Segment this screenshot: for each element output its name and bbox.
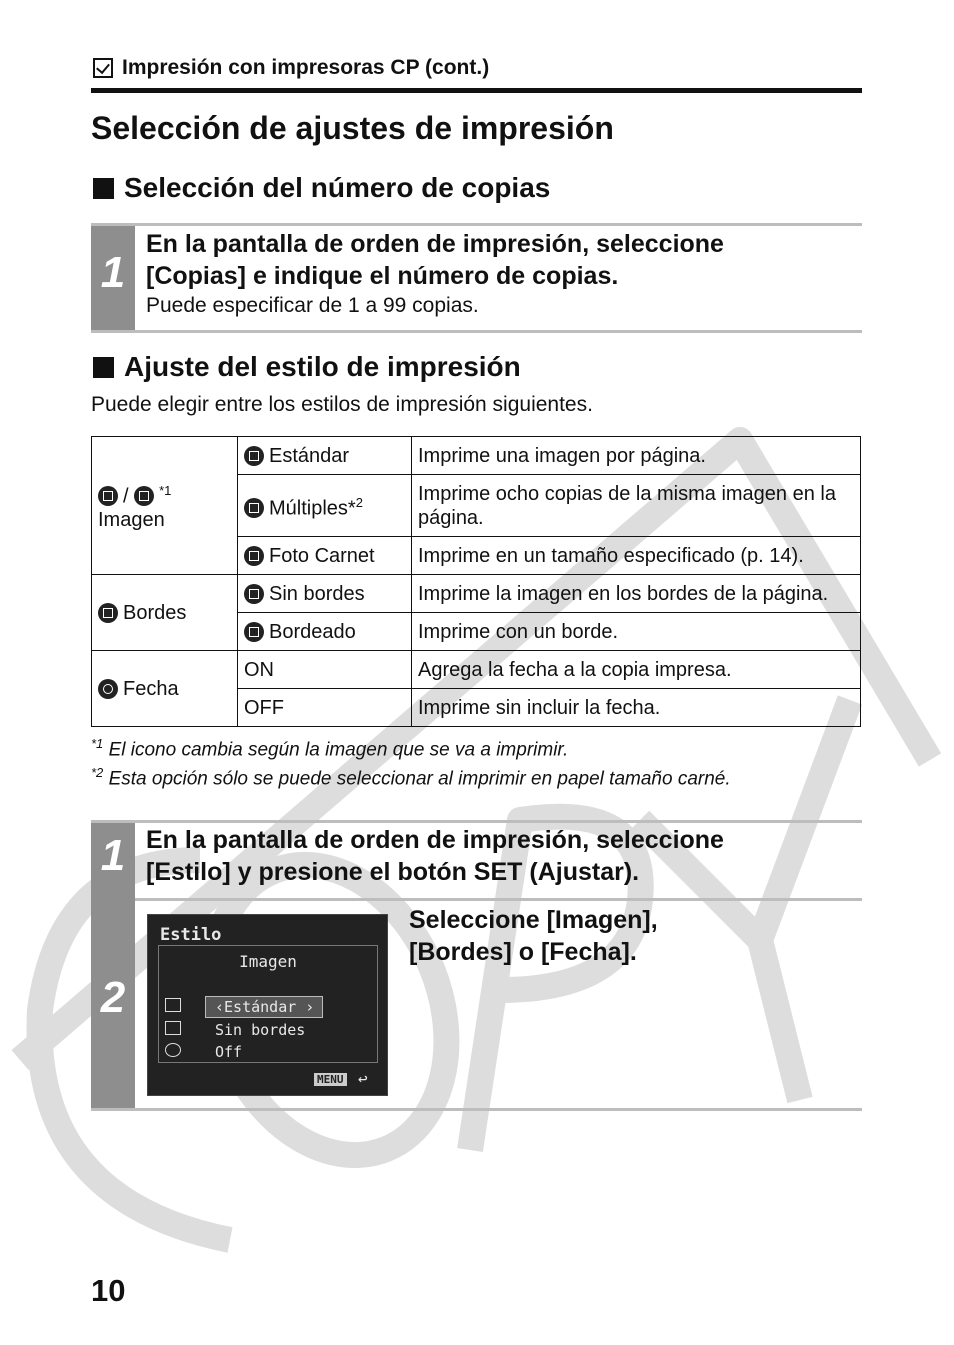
id-photo-icon: [244, 546, 264, 566]
standard-icon: [244, 446, 264, 466]
print-checkmark-icon: [93, 58, 113, 78]
lcd-row-bordes: Sin bordes: [215, 1021, 306, 1039]
option-desc: Imprime la imagen en los bordes de la página.: [412, 575, 861, 613]
camera-lcd-screen: [147, 914, 388, 1096]
fecha-label: Fecha: [123, 677, 179, 700]
step-number: 1: [100, 831, 126, 880]
option-name: Múltiples*: [269, 497, 356, 520]
copies-step-line2: [Copias] e indique el número de copias.: [146, 262, 619, 290]
print-style-table: [91, 436, 861, 727]
footnote-mark: *1: [91, 736, 104, 751]
page-number: 10: [91, 1273, 126, 1308]
image-style-icon: [165, 998, 181, 1012]
option-desc: Imprime ocho copias de la misma imagen en la página.: [412, 475, 861, 537]
section-copies-heading: [93, 172, 550, 204]
option-name: Bordeado: [269, 620, 356, 643]
footnote-text: El icono cambia según la imagen que se va a imprimir.: [108, 739, 569, 761]
option-cell: [238, 613, 412, 651]
running-head: [93, 56, 489, 80]
icon-separator: /: [123, 485, 129, 508]
multiple-icon: [244, 498, 264, 518]
footnote-2: [91, 765, 731, 790]
step-top-rule: [91, 820, 862, 823]
option-desc: Imprime una imagen por página.: [412, 437, 861, 475]
step-number: 2: [100, 973, 126, 1022]
style-step-1-line1: En la pantalla de orden de impresión, seleccione: [146, 826, 724, 854]
option-cell: [238, 575, 412, 613]
copies-step-line1: En la pantalla de orden de impresión, seleccione: [146, 230, 724, 258]
bordes-label: Bordes: [123, 601, 187, 624]
date-icon: [98, 679, 118, 699]
lcd-title: Estilo: [160, 925, 222, 945]
option-cell: [238, 537, 412, 575]
footnote-1: [91, 736, 568, 761]
option-cell: [238, 475, 412, 537]
copies-step: [146, 228, 856, 320]
borderless-icon: [244, 584, 264, 604]
running-head-text: Impresión con impresoras CP (cont.): [122, 56, 490, 79]
imagen-cell: [92, 437, 238, 575]
footnote-mark: *2: [91, 765, 104, 780]
imagen-label: Imagen: [98, 509, 165, 532]
step-number-bar: [91, 823, 135, 1108]
step-bottom-rule: [91, 1108, 862, 1111]
style-step-1-line2: [Estilo] y presione el botón SET (Ajustar).: [146, 858, 640, 886]
style-step-2-line1: Seleccione [Imagen],: [409, 906, 658, 934]
step-bottom-rule: [91, 330, 862, 333]
footnote-text: Esta opción sólo se puede seleccionar al imprimir en papel tamaño carné.: [108, 768, 731, 790]
menu-button-label: MENU: [314, 1073, 347, 1086]
lcd-row-fecha: Off: [215, 1043, 243, 1061]
date-icon: [165, 1043, 181, 1057]
option-name: Foto Carnet: [269, 544, 375, 567]
option-cell: ON: [238, 651, 412, 689]
style-step-2-line2: [Bordes] o [Fecha].: [409, 938, 637, 966]
square-bullet-icon: [93, 178, 114, 199]
section-style-title: Ajuste del estilo de impresión: [124, 351, 521, 382]
lcd-panel: [158, 945, 378, 1063]
style-step-2: [409, 904, 849, 968]
borders-icon: [98, 603, 118, 623]
footnote-mark: 2: [355, 494, 363, 510]
option-desc: Agrega la fecha a la copia impresa.: [412, 651, 861, 689]
footnote-mark: *1: [159, 482, 172, 498]
style-intro: Puede elegir entre los estilos de impresión siguientes.: [91, 393, 593, 416]
step-top-rule: [91, 223, 862, 226]
square-bullet-icon: [93, 357, 114, 378]
borders-icon: [165, 1021, 181, 1035]
lcd-subtitle: Imagen: [239, 952, 297, 971]
return-icon: ↩: [358, 1069, 368, 1088]
option-name: Estándar: [269, 444, 350, 467]
style-step-1: [146, 824, 856, 888]
option-desc: Imprime con un borde.: [412, 613, 861, 651]
fecha-cell: [92, 651, 238, 727]
section-copies-title: Selección del número de copias: [124, 172, 551, 203]
image-style-alt-icon: [134, 486, 154, 506]
page-title: Selección de ajustes de impresión: [91, 110, 614, 146]
bordered-icon: [244, 622, 264, 642]
option-desc: Imprime sin incluir la fecha.: [412, 689, 861, 727]
option-name: Sin bordes: [269, 582, 365, 605]
step-number-bar: [91, 226, 135, 330]
lcd-row-imagen: ‹Estándar ›: [215, 998, 315, 1016]
option-desc: Imprime en un tamaño especificado (p. 14).: [412, 537, 861, 575]
bordes-cell: [92, 575, 238, 651]
step-mid-rule: [135, 898, 862, 901]
copies-step-note: Puede especificar de 1 a 99 copias.: [146, 294, 479, 317]
option-cell: OFF: [238, 689, 412, 727]
section-style-heading: [93, 351, 521, 383]
image-style-icon: [98, 486, 118, 506]
step-number: 1: [100, 248, 126, 297]
option-cell: [238, 437, 412, 475]
header-rule: [91, 88, 862, 93]
